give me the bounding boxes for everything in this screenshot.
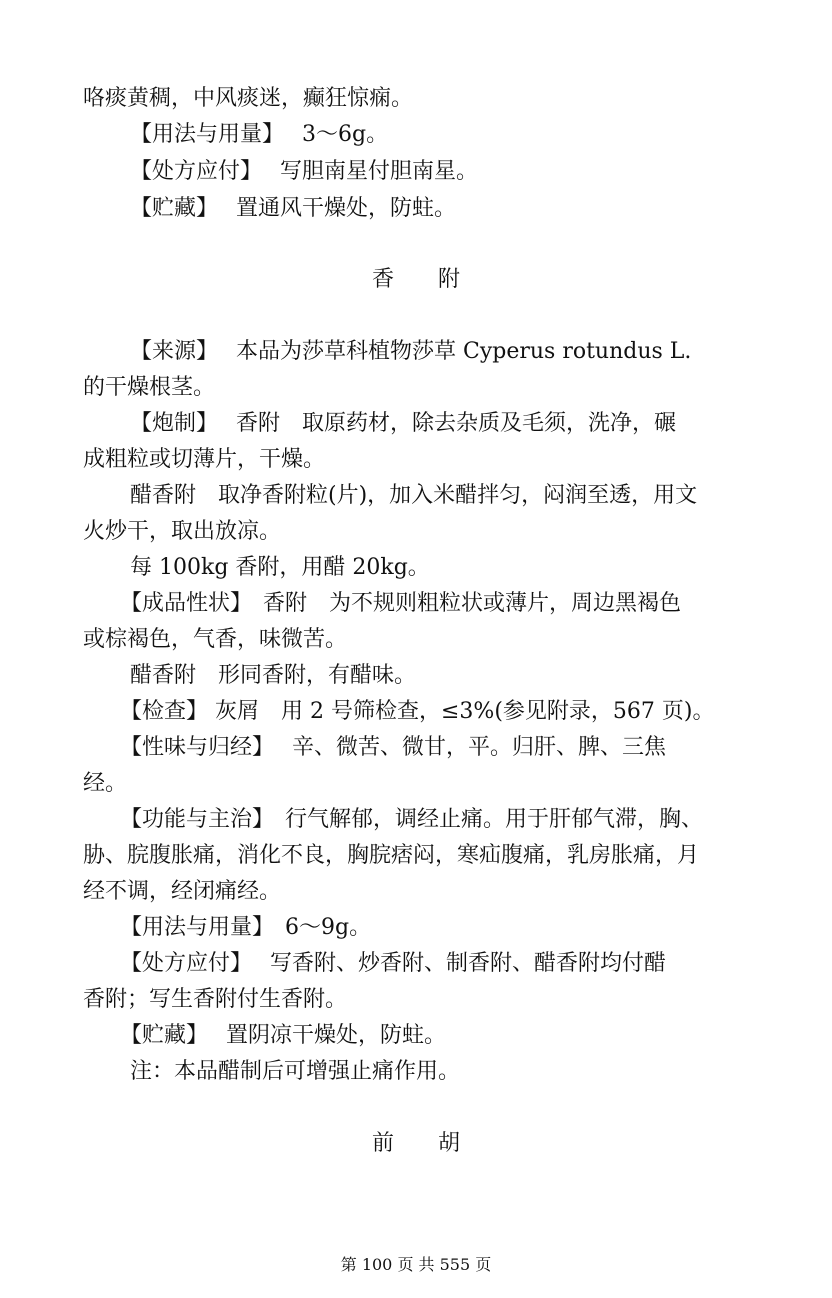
taste-meridian-line: 【性味与归经】 辛、微苦、微甘，平。归肝、脾、三焦 xyxy=(120,735,666,760)
function-line: 【功能与主治】 行气解郁，调经止痛。用于肝郁气滞，胸、 xyxy=(120,807,704,832)
usage-dosage-line: 【用法与用量】 3～6g。 xyxy=(130,122,389,147)
text-line: 经不调，经闭痛经。 xyxy=(83,879,282,904)
prescription-line: 【处方应付】 写香附、炒香附、制香附、醋香附均付醋 xyxy=(120,951,666,976)
section-heading-xiangfu: 香 附 xyxy=(371,267,460,292)
text-line: 火炒干，取出放凉。 xyxy=(83,519,282,544)
text-line: 每 100kg 香附，用醋 20kg。 xyxy=(130,555,430,580)
prescription-line: 【处方应付】 写胆南星付胆南星。 xyxy=(130,159,478,184)
text-line: 胁、脘腹胀痛，消化不良，胸脘痞闷，寒疝腹痛，乳房胀痛，月 xyxy=(83,843,700,868)
text-line: 醋香附 取净香附粒(片)，加入米醋拌匀，闷润至透，用文 xyxy=(130,483,698,508)
note-line: 注：本品醋制后可增强止痛作用。 xyxy=(130,1059,461,1084)
product-traits-line: 【成品性状】 香附 为不规则粗粒状或薄片，周边黑褐色 xyxy=(120,591,682,616)
storage-line: 【贮藏】 置阴凉干燥处，防蛀。 xyxy=(120,1023,446,1048)
page-footer: 第 100 页 共 555 页 xyxy=(340,1255,492,1274)
text-line: 或棕褐色，气香，味微苦。 xyxy=(83,627,348,652)
text-line: 的干燥根茎。 xyxy=(83,375,216,400)
inspection-line: 【检查】 灰屑 用 2 号筛检查，≤3%(参见附录，567 页)。 xyxy=(120,699,715,724)
text-line: 咯痰黄稠，中风痰迷，癫狂惊痫。 xyxy=(83,86,414,111)
text-line: 经。 xyxy=(83,771,128,796)
text-line: 成粗粒或切薄片，干燥。 xyxy=(83,447,326,472)
processing-line: 【炮制】 香附 取原药材，除去杂质及毛须，洗净，碾 xyxy=(130,411,676,436)
usage-dosage-line: 【用法与用量】 6～9g。 xyxy=(120,915,372,940)
storage-line: 【贮藏】 置通风干燥处，防蛀。 xyxy=(130,196,456,221)
text-line: 醋香附 形同香附，有醋味。 xyxy=(130,663,417,688)
text-line: 香附；写生香附付生香附。 xyxy=(83,987,348,1012)
source-line: 【来源】 本品为莎草科植物莎草 Cyperus rotundus L. xyxy=(130,339,692,364)
section-heading-qianhu: 前 胡 xyxy=(371,1131,460,1156)
